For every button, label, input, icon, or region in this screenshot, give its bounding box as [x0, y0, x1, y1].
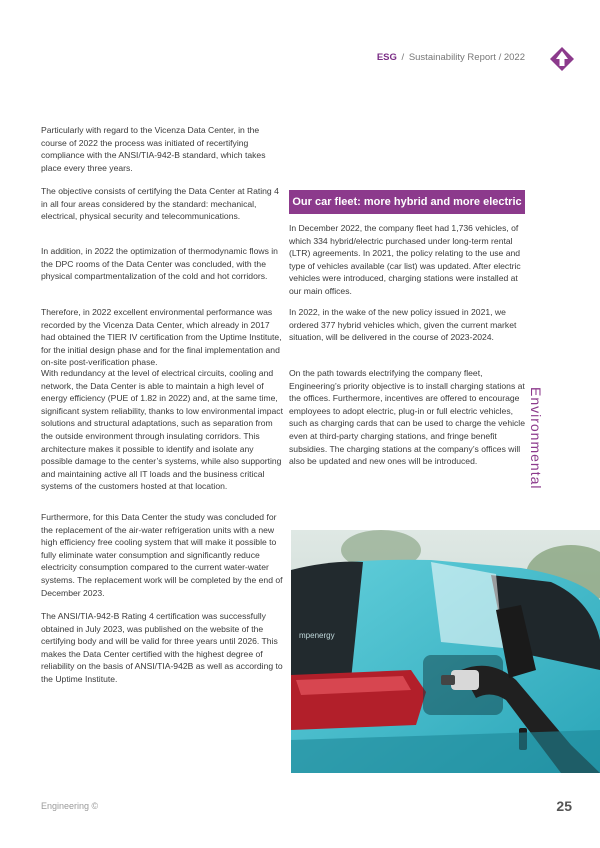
header-report-title: Sustainability Report / 2022 — [408, 52, 525, 63]
side-tab-label: Environmental — [528, 387, 544, 490]
left-paragraph-1: Particularly with regard to the Vicenza Data Center, in the course of 2022 the process was initiated of recertifying compliance with the ANSI/TIA-942-B standard, which takes place every three years. — [41, 125, 266, 173]
header-brand: ESG — [376, 52, 397, 63]
left-paragraph-4: Therefore, in 2022 excellent environmental performance was recorded by the Vicenza Data Center, which already in 2017 had obtained the TIER IV certification from the Uptime Institute, for the initial design phase and for the final implementation and on-site post-verification phase. — [41, 307, 282, 368]
right-paragraph-1: In December 2022, the company fleet had 1,736 vehicles, of which 334 hybrid/electric purchased under long-term rental (LTR) agreements. In 2021, the policy relating to the use and type of vehicles available (car list) was updated. After electric vehicles were introduced, charging stations were installed at our main offices. — [289, 223, 521, 296]
left-paragraph-7: The ANSI/TIA-942-B Rating 4 certification was successfully obtained in July 2023, was published on the website of the certifying body and will be valid for three years until 2026. This makes the Data Center certified with the highest degree of reliability on the basis of ANSI/TIA-942B as well as according to the Uptime Institute. — [41, 611, 283, 684]
left-paragraph-6: Furthermore, for this Data Center the study was concluded for the replacement of the air-water refrigeration units with a new high efficiency free cooling system that will make it possible to fully eliminate water consumption and significantly reduce electricity consumption compared to the current water-water systems. The replacement work will be completed by the end of December 2023. — [41, 512, 283, 598]
right-paragraph-2: In 2022, in the wake of the new policy issued in 2021, we ordered 377 hybrid vehicles which, given the current market situation, will be delivered in the course of 2023-2024. — [289, 307, 517, 343]
header-separator: / — [401, 52, 405, 63]
page-number: 25 — [556, 798, 572, 814]
car-badge-text: mpenergy — [299, 631, 335, 640]
section-title-car-fleet: Our car fleet: more hybrid and more electric — [289, 190, 525, 214]
report-header — [377, 52, 525, 63]
left-paragraph-2: The objective consists of certifying the Data Center at Rating 4 in all four areas considered by the standard: mechanical, electrical, physical security and telecommunications. — [41, 186, 279, 222]
company-logo-icon — [549, 46, 575, 72]
footer-company: Engineering © — [41, 801, 99, 811]
right-paragraph-3: On the path towards electrifying the company fleet, Engineering’s priority objective is to install charging stations at the offices. Furthermore, incentives are offered to encourage employees to adopt electric, plug-in or full electric vehicles, such as charging cards that can be used to charge the vehicle even at third-party charging stations, and fringe benefit subsidies. The charging stations at the company’s offices will also be updated and new ones will be introduced. — [289, 368, 525, 467]
left-paragraph-3: In addition, in 2022 the optimization of thermodynamic flows in the DPC rooms of the Data Center was concluded, with the physical compartmentalization of the cold and hot corridors. — [41, 246, 278, 282]
left-paragraph-5: With redundancy at the level of electrical circuits, cooling and network, the Data Center is able to maintain a high level of energy efficiency (PUE of 1.82 in 2022) and, at the same time, significant system reliability, thanks to low environmental impact solutions and structural adaptations, such as separation from the outside environment through insulating corridors. This architecture makes it possible to identify and isolate any possible damage to the center’s systems, while also supporting and maintaining active all IT loads and the business critical systems of the customers hosted at that location. — [41, 368, 283, 492]
electric-car-charging-photo — [291, 530, 600, 773]
